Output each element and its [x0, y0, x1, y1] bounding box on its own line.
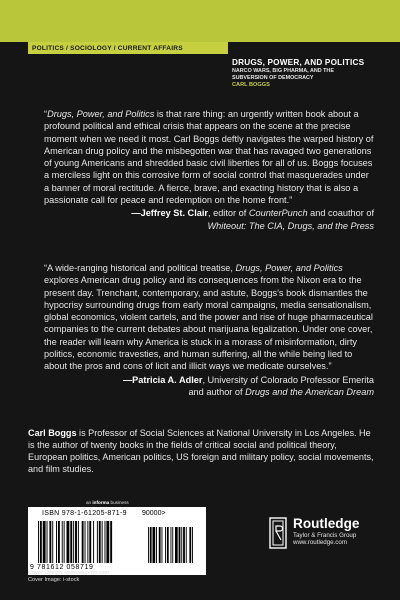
quote-text: [44, 262, 374, 373]
routledge-logo-icon: [269, 517, 287, 549]
publisher-name: Routledge: [293, 516, 360, 531]
book-subtitle-line1: NARCO WARS, BIG PHARMA, AND THE: [232, 68, 334, 75]
barcode-digits: 9 781612 058719: [30, 564, 94, 571]
quote-book-title: Drugs, Power, and Politics: [235, 263, 343, 273]
barcode: [28, 507, 206, 575]
attribution-role: , University of Colorado Professor Emerita: [202, 374, 374, 385]
category-label: POLITICS / SOCIOLOGY / CURRENT AFFAIRS: [32, 44, 183, 52]
informa-brand: informa: [92, 500, 110, 505]
category-strip: [28, 42, 228, 54]
quote-open: “A wide-ranging historical and political treatise,: [44, 263, 236, 273]
publisher-url: www.routledge.com: [293, 539, 347, 546]
isbn-text: ISBN 978-1-61205-871-9: [42, 510, 127, 517]
quote-open: “: [44, 109, 48, 119]
bio-author-name: Carl Boggs: [28, 428, 77, 438]
attribution-book: Drugs and the American Dream: [245, 386, 374, 397]
endorsement-quote-1: [44, 108, 374, 232]
bio-text: is Professor of Social Sciences at National University in Los Angeles. He is the author of twenty books in the fields of critical social and political theory, European politics, American politics, US foreign and military policy, social movements, and film studies.: [28, 428, 374, 475]
cover-credits: [28, 570, 109, 583]
attribution-publication: CounterPunch: [248, 208, 308, 219]
book-author: CARL BOGGS: [232, 81, 270, 88]
informa-post: business: [109, 500, 129, 505]
endorsement-quote-2: [44, 262, 374, 398]
price-code: 90000>: [142, 510, 166, 517]
quote-attribution: [44, 207, 374, 232]
quote-body: is that rare thing: an urgently written book about a profound political and ethical crisis that appears on the scene at the precise moment when we need it most. Carl Boggs deftly navigates the warped history of American drug policy and the misbegotten war that has ravaged two generations of young Americans and shredded basic civil liberties for all of us. Boggs focuses a merciless light on this corrosive form of social control that masquerades under a banner of moral rectitude. A fierce, brave, and exacting history that is also a passionate call for peace and redemption on the home front.”: [44, 109, 374, 206]
informa-pre: an: [86, 500, 93, 505]
cover-design-credit: Cover Design: www.idea-no.com: [28, 570, 110, 576]
book-subtitle-line2: SUBVERSION OF DEMOCRACY: [232, 74, 314, 81]
author-bio: [28, 427, 378, 475]
attribution-role-cont: and coauthor of: [307, 208, 374, 219]
quote-body: explores American drug policy and its consequences from the Nixon era to the present day. Trenchant, contemporary, and astute, Boggs’s book dismantles the hypocrisy surrounding drugs from early moral campaigns, media sensationalism, global economics, violent cartels, and the power and rise of huge pharmaceutical companies to the current debates about marijuana legalization. Under one cover, the reader will learn why America is stuck in a morass of misinformation, dirty politics, economic travesties, and human suffering, all the while being lied to about the pros and cons of licit and illicit ways we medicate ourselves.”: [44, 275, 373, 372]
attribution-name: —Jeffrey St. Clair: [131, 208, 208, 219]
attribution-role: , editor of: [207, 208, 249, 219]
attribution-book: Whiteout: The CIA, Drugs, and the Press: [207, 220, 374, 231]
top-color-band: [0, 0, 400, 42]
book-title: DRUGS, POWER, AND POLITICS: [232, 58, 365, 67]
title-block: [232, 58, 382, 88]
quote-book-title: Drugs, Power, and Politics: [47, 109, 155, 119]
attribution-line2: and author of: [188, 386, 246, 397]
barcode-bars-icon: [38, 521, 196, 563]
cover-image-credit: Cover Image: i-stock: [28, 576, 80, 583]
barcode-area: [28, 500, 206, 575]
attribution-name: —Patricia A. Adler: [122, 374, 203, 385]
quote-text: [44, 108, 374, 206]
publisher-group: Taylor & Francis Group: [293, 532, 357, 539]
informa-tagline: [28, 500, 206, 505]
quote-attribution: [44, 374, 374, 399]
publisher-block: [269, 517, 389, 549]
